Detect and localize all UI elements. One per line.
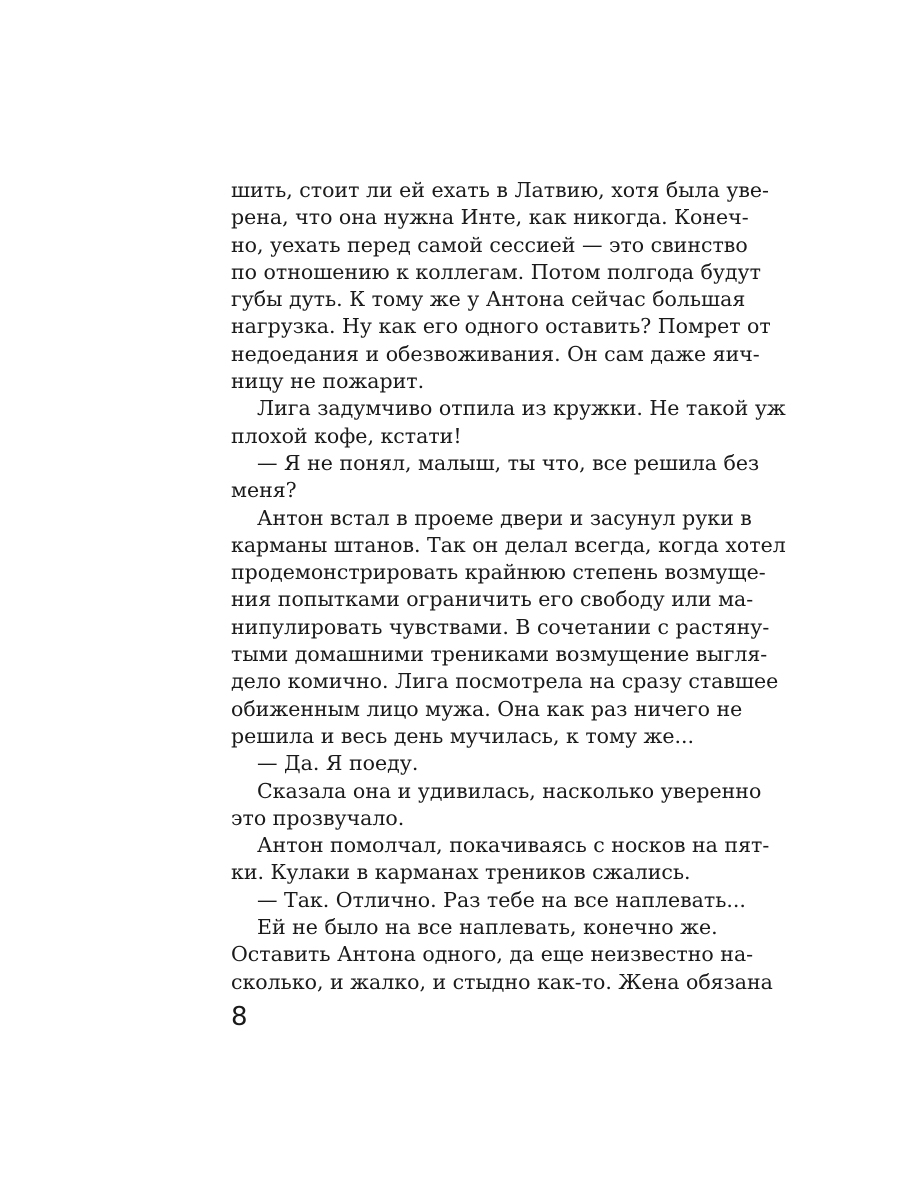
text-line: Ей не было на все наплевать, конечно же. [257, 915, 718, 940]
text-line: обиженным лицо мужа. Она как раз ничего не [231, 696, 743, 721]
page-body-text [231, 177, 786, 996]
text-line: продемонстрировать крайнюю степень возмуще- [231, 560, 766, 585]
text-line: Антон встал в проеме двери и засунул руки в [257, 505, 752, 530]
text-line: сколько, и жалко, и стыдно как-то. Жена обязана [231, 969, 773, 994]
text-line: это прозвучало. [231, 805, 405, 830]
text-line: Лига задумчиво отпила из кружки. Не такой уж [257, 396, 786, 421]
text-line: нипулировать чувствами. В сочетании с растяну- [231, 614, 770, 639]
text-line: ки. Кулаки в карманах треников сжались. [231, 860, 691, 885]
text-line: карманы штанов. Так он делал всегда, когда хотел [231, 532, 786, 557]
text-line: но, уехать перед самой сессией — это свинство [231, 232, 748, 257]
text-line: плохой кофе, кстати! [231, 423, 462, 448]
text-line: — Я не понял, малыш, ты что, все решила без [257, 450, 760, 475]
text-line: нагрузка. Ну как его одного оставить? Помрет от [231, 314, 771, 339]
text-line: Антон помолчал, покачиваясь с носков на пят- [257, 833, 770, 858]
text-line: ницу не пожарит. [231, 369, 425, 394]
text-line: рена, что она нужна Инте, как никогда. Конеч- [231, 205, 749, 230]
text-line: Оставить Антона одного, да еще неизвестно на- [231, 942, 754, 967]
text-line: тыми домашними трениками возмущение выгля- [231, 642, 768, 667]
text-line: — Так. Отлично. Раз тебе на все наплевать... [257, 887, 746, 912]
text-line: Сказала она и удивилась, насколько уверенно [257, 778, 762, 803]
text-line: недоедания и обезвоживания. Он сам даже яич- [231, 341, 760, 366]
text-line: — Да. Я поеду. [257, 751, 419, 776]
text-line: губы дуть. К тому же у Антона сейчас большая [231, 287, 746, 312]
text-line: решила и весь день мучилась, к тому же... [231, 723, 695, 748]
text-line: меня? [231, 478, 297, 503]
text-line: ния попытками ограничить его свободу или ма- [231, 587, 754, 612]
page-number: 8 [231, 1002, 248, 1032]
text-line: дело комично. Лига посмотрела на сразу ставшее [231, 669, 779, 694]
text-line: шить, стоит ли ей ехать в Латвию, хотя была уве- [231, 178, 769, 202]
text-line: по отношению к коллегам. Потом полгода будут [231, 259, 761, 284]
